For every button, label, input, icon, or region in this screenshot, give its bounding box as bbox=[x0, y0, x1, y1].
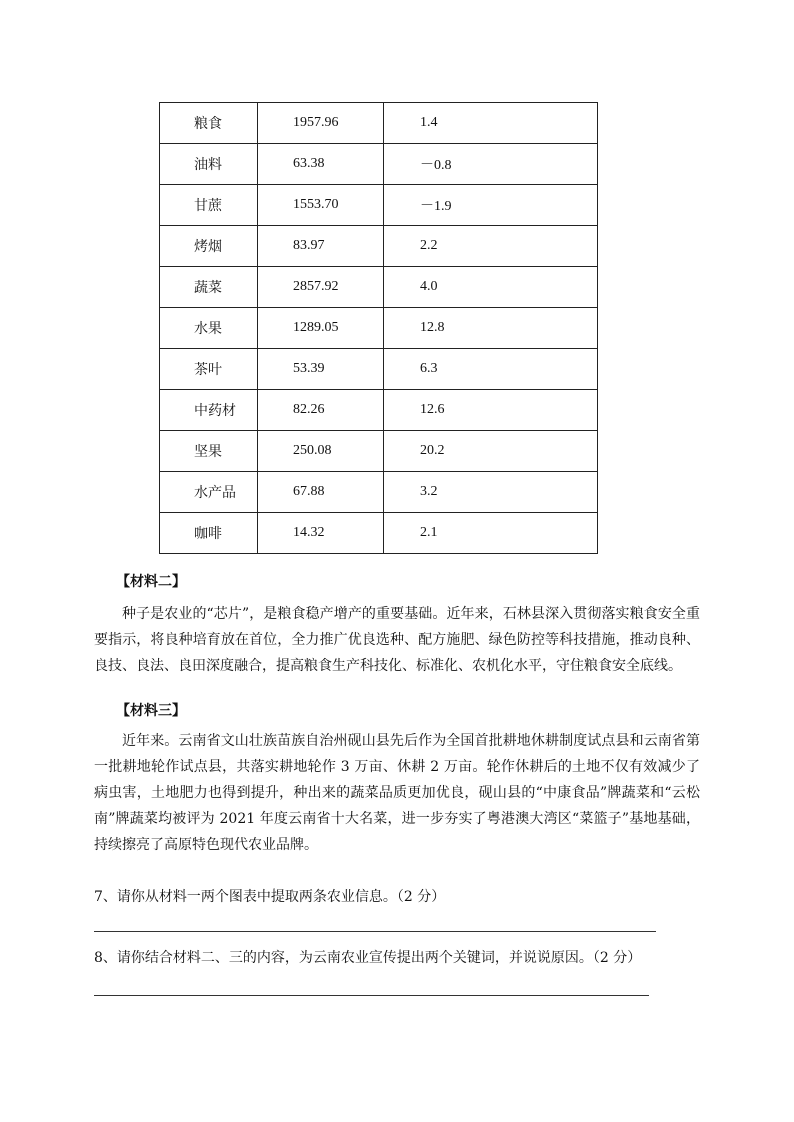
table-row bbox=[160, 226, 598, 267]
crop-name-cell: 水果 bbox=[160, 308, 258, 349]
value-cell: 63.38 bbox=[258, 144, 384, 185]
table-row bbox=[160, 472, 598, 513]
table-row bbox=[160, 103, 598, 144]
table-row bbox=[160, 185, 598, 226]
crop-name-cell: 水产品 bbox=[160, 472, 258, 513]
material2-heading: 【材料二】 bbox=[116, 574, 186, 590]
growth-cell: 3.2 bbox=[384, 472, 598, 513]
value-cell: 67.88 bbox=[258, 472, 384, 513]
crop-name-cell: 蔬菜 bbox=[160, 267, 258, 308]
crop-name-cell: 咖啡 bbox=[160, 513, 258, 554]
value-cell: 250.08 bbox=[258, 431, 384, 472]
value-cell: 14.32 bbox=[258, 513, 384, 554]
growth-cell: 12.8 bbox=[384, 308, 598, 349]
growth-cell: 6.3 bbox=[384, 349, 598, 390]
agriculture-table bbox=[159, 102, 598, 554]
table-row bbox=[160, 267, 598, 308]
question-8: 8、请你结合材料二、三的内容，为云南农业宣传提出两个关键词，并说说原因。（2 分） bbox=[94, 950, 642, 966]
crop-name-cell: 甘蔗 bbox=[160, 185, 258, 226]
growth-cell: 2.2 bbox=[384, 226, 598, 267]
growth-cell: －0.8 bbox=[384, 144, 598, 185]
value-cell: 83.97 bbox=[258, 226, 384, 267]
table-row bbox=[160, 513, 598, 554]
crop-name-cell: 坚果 bbox=[160, 431, 258, 472]
value-cell: 1957.96 bbox=[258, 103, 384, 144]
answer-line-8[interactable] bbox=[94, 995, 649, 996]
material3-heading: 【材料三】 bbox=[116, 703, 186, 719]
table-row bbox=[160, 390, 598, 431]
growth-cell: 4.0 bbox=[384, 267, 598, 308]
value-cell: 53.39 bbox=[258, 349, 384, 390]
value-cell: 1553.70 bbox=[258, 185, 384, 226]
crop-name-cell: 油料 bbox=[160, 144, 258, 185]
value-cell: 1289.05 bbox=[258, 308, 384, 349]
growth-cell: －1.9 bbox=[384, 185, 598, 226]
value-cell: 82.26 bbox=[258, 390, 384, 431]
crop-name-cell: 烤烟 bbox=[160, 226, 258, 267]
question-7: 7、请你从材料一两个图表中提取两条农业信息。（2 分） bbox=[94, 889, 446, 905]
table-row bbox=[160, 431, 598, 472]
material3-paragraph: 近年来。云南省文山壮族苗族自治州砚山县先后作为全国首批耕地休耕制度试点县和云南省第一批耕地轮作试点县，共落实耕地轮作 3 万亩、休耕 2 万亩。轮作休耕后的土地不仅有效减少了病虫害，土地肥力也得到提升，种出来的蔬菜品质更加优良，砚山县的“中康食品”牌蔬菜和“云松南”牌蔬菜均被评为 2021 年度云南省十大名菜，进一步夯实了粤港澳大湾区“菜篮子”基地基础，持续擦亮了高原特色现代农业品牌。 bbox=[94, 733, 700, 853]
crop-name-cell: 中药材 bbox=[160, 390, 258, 431]
growth-cell: 12.6 bbox=[384, 390, 598, 431]
answer-line-7[interactable] bbox=[94, 931, 656, 932]
table-body bbox=[160, 103, 598, 554]
table-row bbox=[160, 349, 598, 390]
growth-cell: 2.1 bbox=[384, 513, 598, 554]
growth-cell: 20.2 bbox=[384, 431, 598, 472]
table-row bbox=[160, 144, 598, 185]
table-row bbox=[160, 308, 598, 349]
crop-name-cell: 茶叶 bbox=[160, 349, 258, 390]
value-cell: 2857.92 bbox=[258, 267, 384, 308]
growth-cell: 1.4 bbox=[384, 103, 598, 144]
crop-name-cell: 粮食 bbox=[160, 103, 258, 144]
material2-paragraph: 种子是农业的“芯片”，是粮食稳产增产的重要基础。近年来，石林县深入贯彻落实粮食安全重要指示，将良种培育放在首位，全力推广优良选种、配方施肥、绿色防控等科技措施，推动良种、良技、良法、良田深度融合，提高粮食生产科技化、标准化、农机化水平，守住粮食安全底线。 bbox=[94, 606, 700, 674]
